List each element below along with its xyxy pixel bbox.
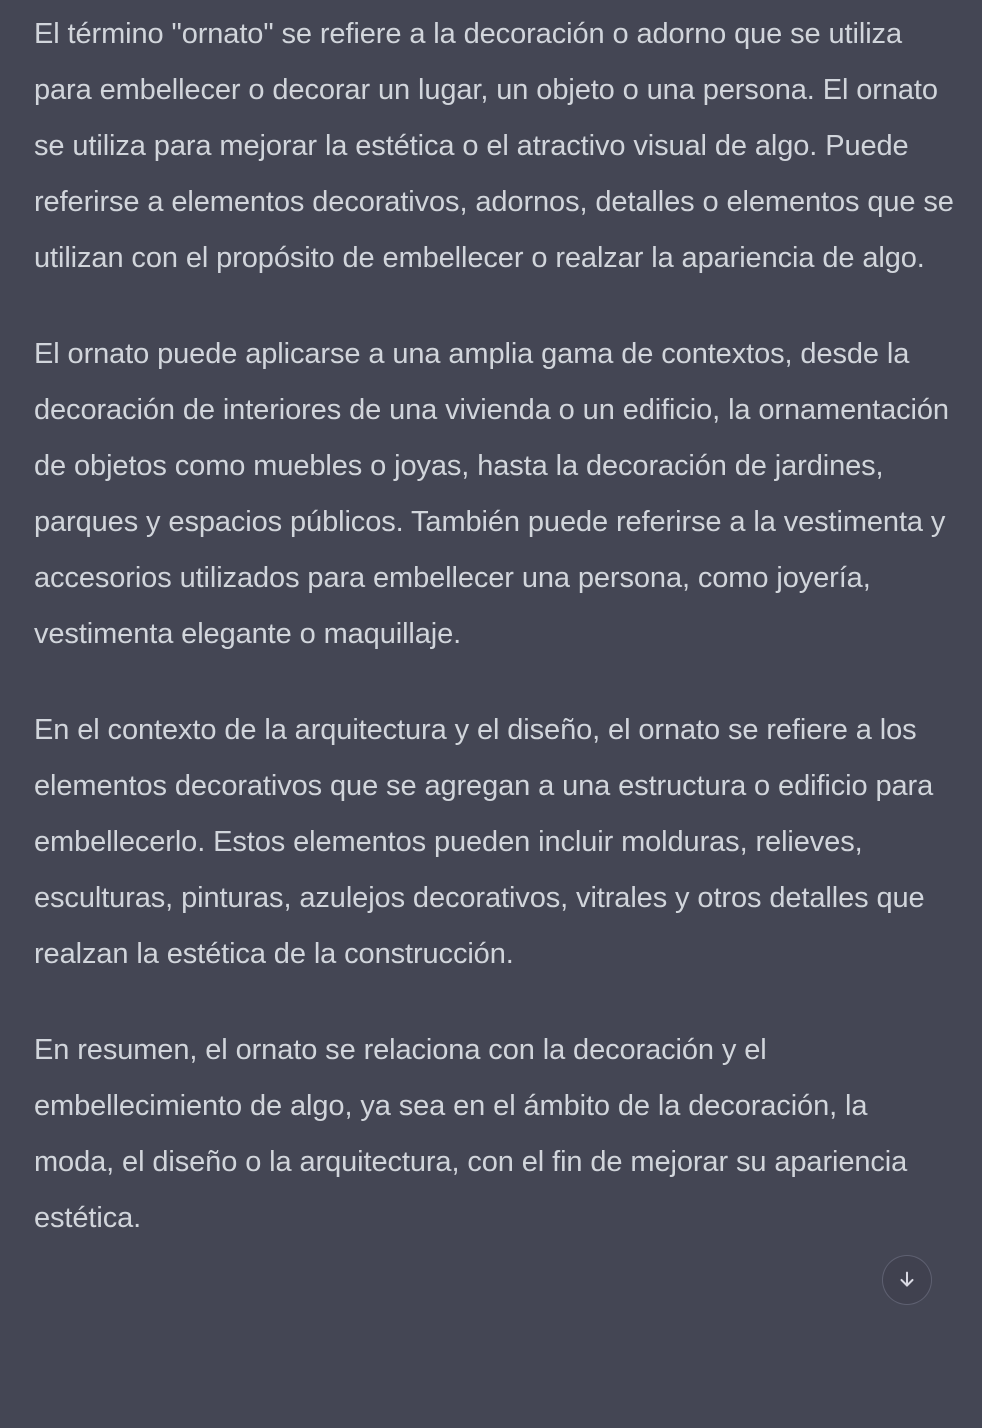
message-paragraph-3: En el contexto de la arquitectura y el diseño, el ornato se refiere a los elementos decorativos que se agregan a una estructura o edificio para embellecerlo. Estos elementos pueden incluir molduras, relieves, esculturas, pinturas, azulejos decorativos, vitrales y otros detalles que realzan la estética de la construcción.: [34, 714, 934, 970]
message-paragraph-2: El ornato puede aplicarse a una amplia gama de contextos, desde la decoración de interiores de una vivienda o un edificio, la ornamentación de objetos como muebles o joyas, hasta la decoración de jardines, parques y espacios públicos. También puede referirse a la vestimenta y accesorios utilizados para embellecer una persona, como joyería, vestimenta elegante o maquillaje.: [34, 338, 949, 650]
arrow-down-icon: [896, 1269, 918, 1291]
message-paragraph-1: El término "ornato" se refiere a la decoración o adorno que se utiliza para embellecer o decorar un lugar, un objeto o una persona. El ornato se utiliza para mejorar la estética o el atractivo visual de algo. Puede referirse a elementos decorativos, adornos, detalles o elementos que se utilizan con el propósito de embellecer o realzar la apariencia de algo.: [34, 18, 954, 274]
scroll-to-bottom-button[interactable]: [882, 1255, 932, 1305]
message-paragraph-4: En resumen, el ornato se relaciona con la decoración y el embellecimiento de algo, ya sea en el ámbito de la decoración, la moda, el diseño o la arquitectura, con el fin de mejorar su apariencia estética.: [34, 1034, 908, 1234]
